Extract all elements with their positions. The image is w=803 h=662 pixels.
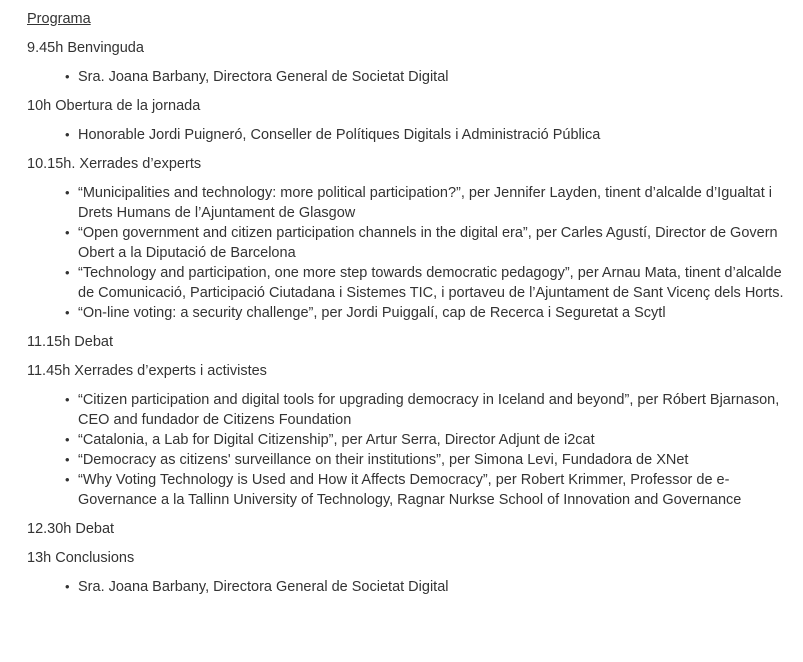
list-item <box>65 577 795 597</box>
bullet-icon: • <box>65 579 70 594</box>
section-title: 12.30h Debat <box>27 521 115 537</box>
list-item-text: “Catalonia, a Lab for Digital Citizenship”, per Artur Serra, Director Adjunt de i2cat <box>78 432 595 448</box>
list-item <box>65 450 795 470</box>
bullet-icon: • <box>65 225 70 240</box>
bullet-icon: • <box>65 305 70 320</box>
list-item <box>65 303 795 323</box>
bullet-icon: • <box>65 185 70 200</box>
bullet-icon: • <box>65 265 70 280</box>
list-item-text: Sra. Joana Barbany, Directora General de Societat Digital <box>78 69 449 85</box>
list-item <box>65 67 795 87</box>
list-item <box>65 183 795 223</box>
list-item-text: Sra. Joana Barbany, Directora General de Societat Digital <box>78 579 449 595</box>
list-item <box>65 390 795 430</box>
list-item <box>65 430 795 450</box>
section-items <box>27 125 795 145</box>
list-item-text: “Technology and participation, one more step towards democratic pedagogy”, per Arnau Mata, tinent d’alcalde de Comunicació, Participació Ciutadana i Sistemes TIC, i portaveu de l’Ajuntament de Sant Vicenç dels Horts. <box>78 265 784 301</box>
list-item-text: “On-line voting: a security challenge”, per Jordi Puiggalí, cap de Recerca i Seguretat a Scytl <box>78 305 666 321</box>
bullet-icon: • <box>65 69 70 84</box>
bullet-icon: • <box>65 452 70 467</box>
section-title: 10h Obertura de la jornada <box>27 98 201 114</box>
list-item-text: “Open government and citizen participation channels in the digital era”, per Carles Agustí, Director de Govern Obert a la Diputació de Barcelona <box>78 225 778 261</box>
section-title: 13h Conclusions <box>27 550 135 566</box>
section-items <box>27 577 795 597</box>
section-title: 11.45h Xerrades d’experts i activistes <box>27 363 267 379</box>
list-item-text: “Citizen participation and digital tools for upgrading democracy in Iceland and beyond”, per Róbert Bjarnason, CEO and fundador de Citizens Foundation <box>78 392 780 428</box>
section-title: 10.15h. Xerrades d’experts <box>27 156 202 172</box>
bullet-icon: • <box>65 392 70 407</box>
list-item <box>65 263 795 303</box>
section-title: 9.45h Benvinguda <box>27 40 144 56</box>
list-item-text: Honorable Jordi Puigneró, Conseller de Polítiques Digitals i Administració Pública <box>78 127 601 143</box>
bullet-icon: • <box>65 432 70 447</box>
section-title: 11.15h Debat <box>27 334 113 350</box>
list-item-text: “Municipalities and technology: more political participation?”, per Jennifer Layden, tinent d’alcalde d’Igualtat i Drets Humans de l’Ajuntament de Glasgow <box>78 185 772 221</box>
section-items <box>27 67 795 87</box>
bullet-icon: • <box>65 472 70 487</box>
list-item-text: “Democracy as citizens' surveillance on their institutions”, per Simona Levi, Fundadora de XNet <box>78 452 689 468</box>
list-item-text: “Why Voting Technology is Used and How it Affects Democracy”, per Robert Krimmer, Professor de e-Governance a la Tallinn University of Technology, Ragnar Nurkse School of Innovation and Governance <box>78 472 742 508</box>
list-item <box>65 470 795 510</box>
section-items <box>27 183 795 323</box>
program-heading: Programa <box>27 11 91 27</box>
section-items <box>27 390 795 510</box>
list-item <box>65 125 795 145</box>
bullet-icon: • <box>65 127 70 142</box>
list-item <box>65 223 795 263</box>
